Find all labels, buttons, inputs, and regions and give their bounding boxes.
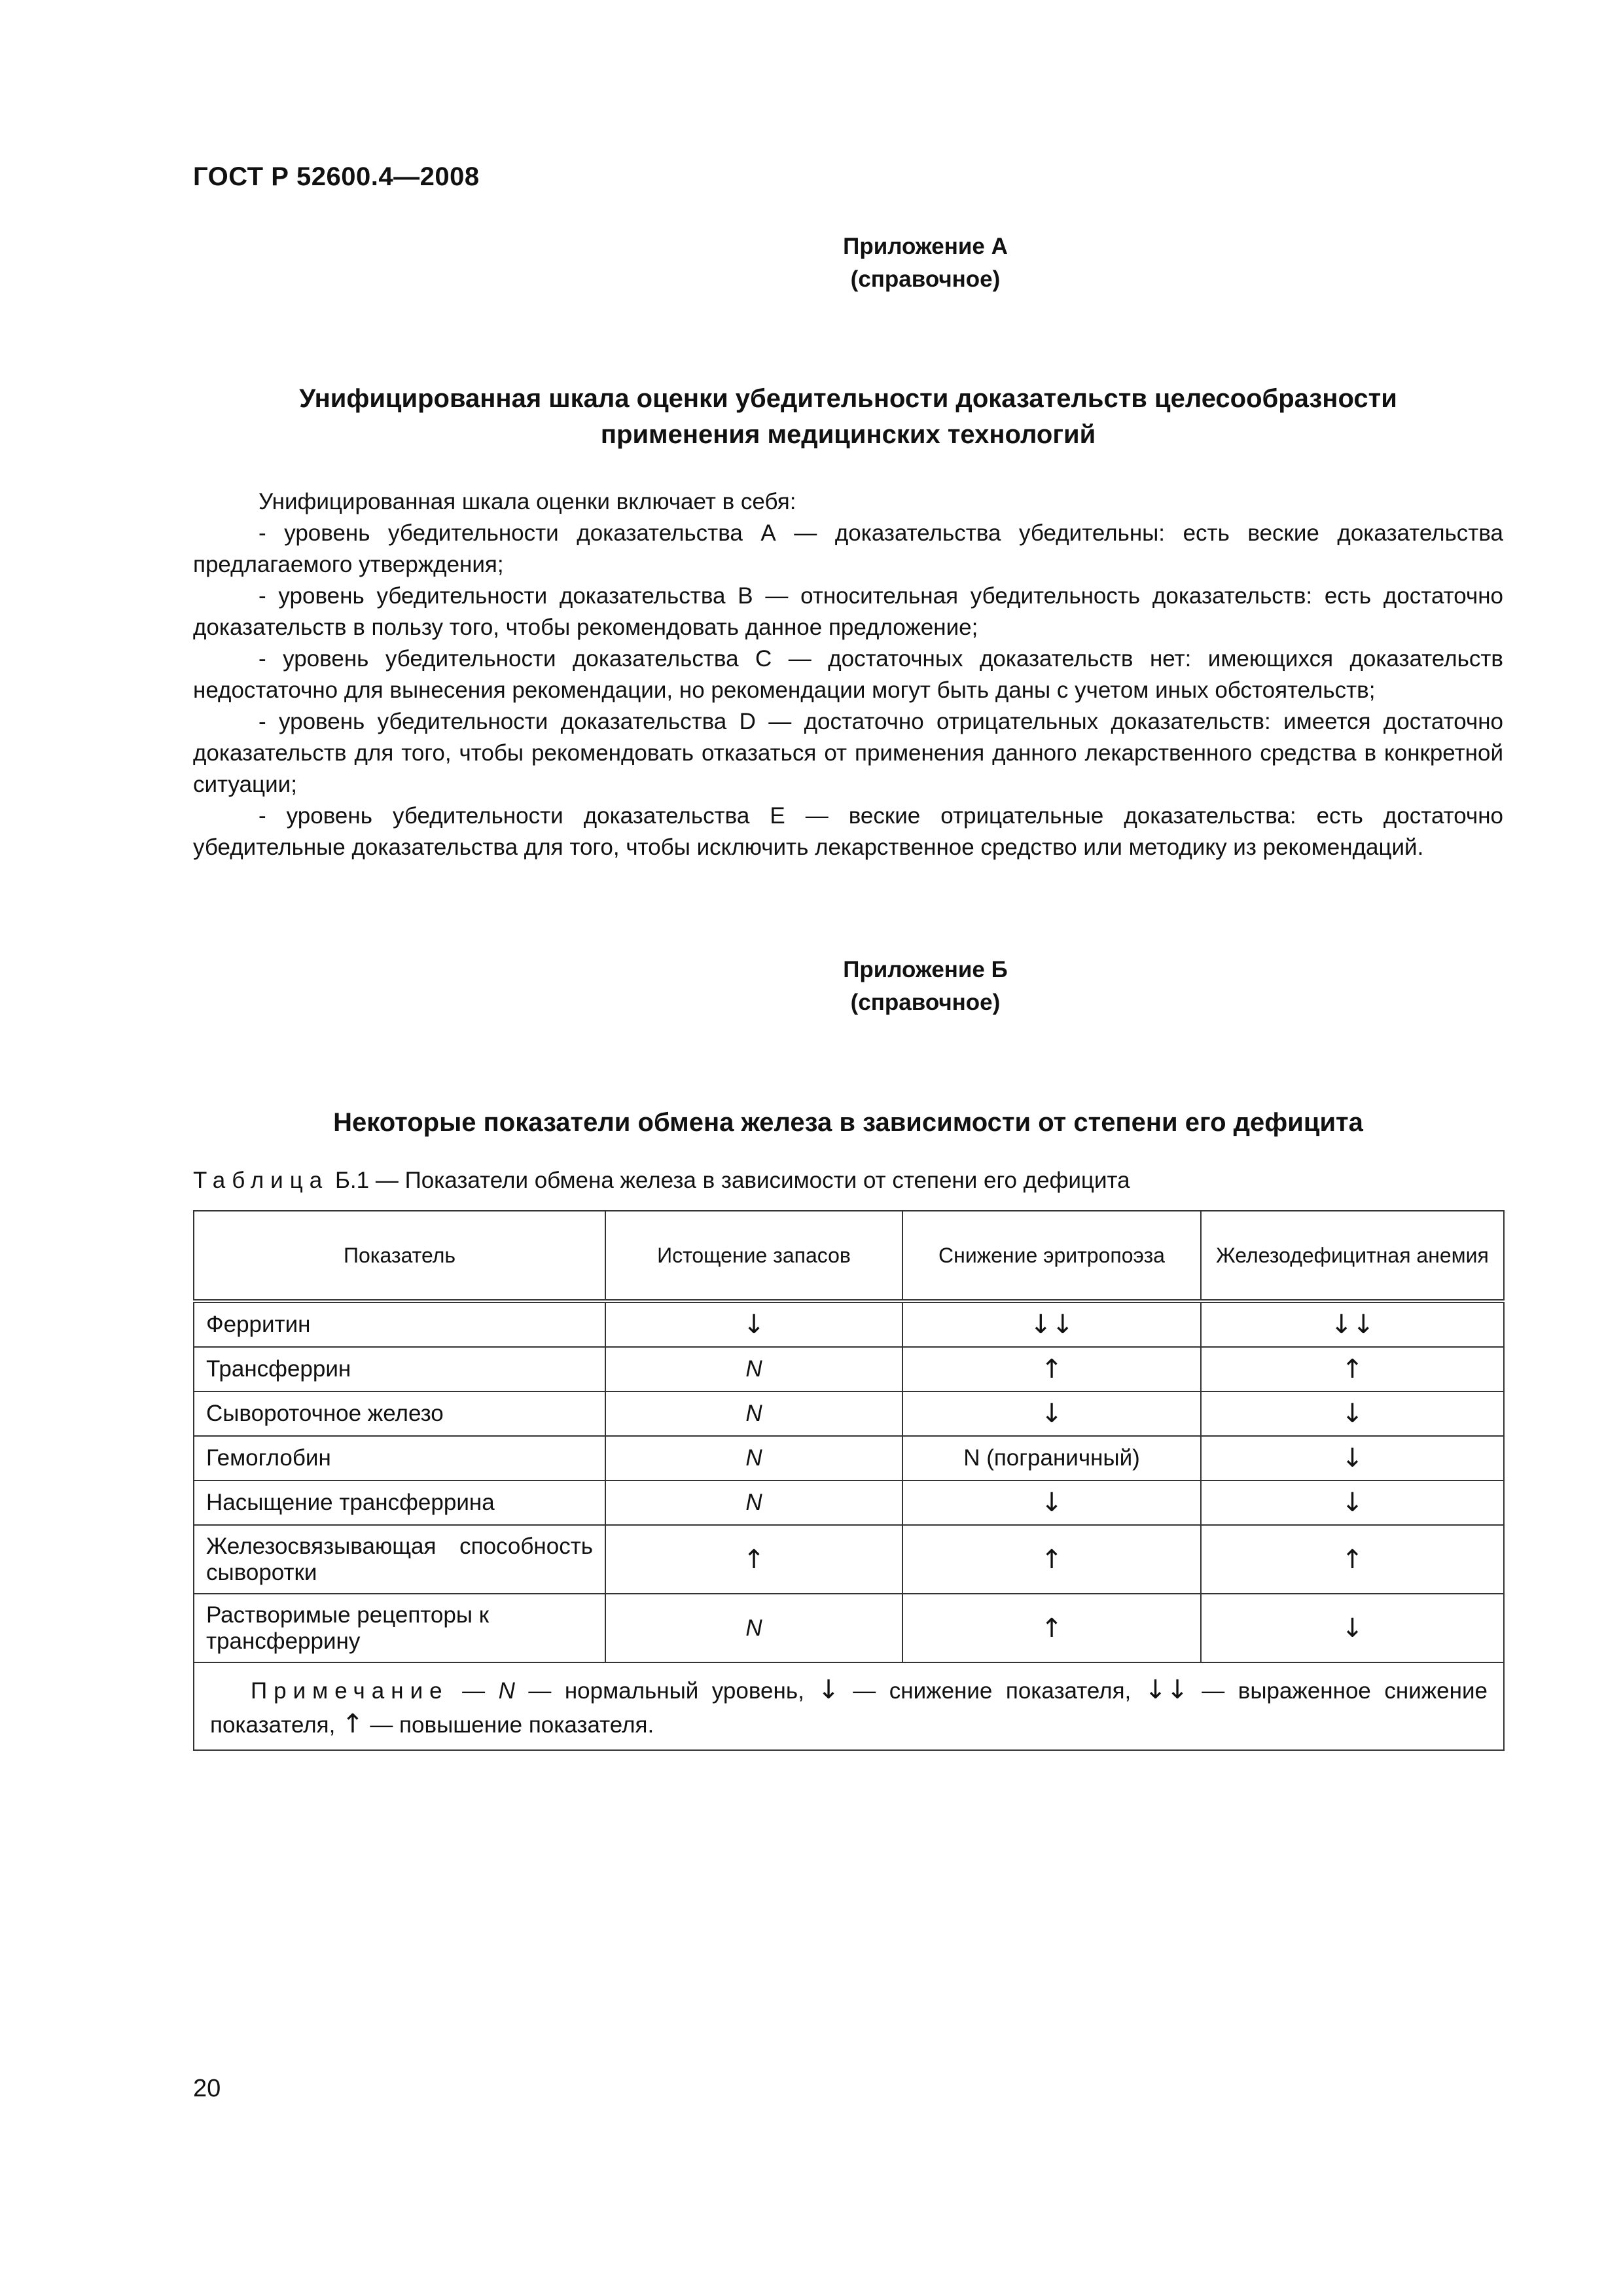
paragraph: - уровень убедительности доказательства С — достаточных доказательств нет: имеющихся доказательств недостаточно для вынесения рекомендации, но рекомендации могут быть даны с учетом иных обстоятельств; (193, 646, 1503, 703)
table-cell: ↓↓ (1201, 1301, 1504, 1347)
appendix-a-body (193, 486, 1503, 863)
table-caption-text: Б.1 — Показатели обмена железа в зависимости от степени его дефицита (329, 1168, 1130, 1193)
paragraph: - уровень убедительности доказательства А — доказательства убедительны: есть веские доказательства предлагаемого утверждения; (193, 520, 1503, 577)
appendix-a-title (193, 381, 1503, 453)
indicator-name: Железосвязывающая способность сыворотки (194, 1525, 605, 1594)
table-note (194, 1662, 1504, 1750)
page-number: 20 (193, 2075, 221, 2102)
note-text: — (448, 1678, 499, 1704)
table-cell: ↑ (605, 1525, 902, 1594)
table-cell: ↑ (902, 1525, 1201, 1594)
iron-metabolism-table (193, 1210, 1505, 1751)
paragraph: - уровень убедительности доказательства В — относительная убедительность доказательств: есть достаточно доказательств в пользу того, чтобы рекомендовать данное предложение; (193, 583, 1503, 640)
appendix-a-heading (654, 230, 1196, 296)
table-row (194, 1480, 1504, 1525)
table-cell: ↓ (1201, 1436, 1504, 1480)
note-text: — повышение показателя. (363, 1712, 654, 1738)
note-down-symbol: ↓ (817, 1675, 840, 1705)
note-up-symbol: ↑ (342, 1709, 364, 1739)
appendix-a-title-line1: Унифицированная шкала оценки убедительности доказательств целесообразности (299, 384, 1397, 413)
table-row (194, 1594, 1504, 1662)
note-text: — выраженное снижение показателя, (210, 1678, 1488, 1738)
table-cell: ↓ (902, 1391, 1201, 1436)
appendix-b-title: Некоторые показатели обмена железа в зависимости от степени его дефицита (333, 1108, 1363, 1137)
paragraph: - уровень убедительности доказательства D — достаточно отрицательных доказательств: имеется достаточно доказательств для того, чтобы рекомендовать отказаться от применения данного лекарственного средства в конкретной ситуации; (193, 709, 1503, 797)
table-cell: ↓↓ (902, 1301, 1201, 1347)
paragraph: Унифицированная шкала оценки включает в себя: (259, 489, 796, 514)
table-caption (193, 1168, 1130, 1194)
document-code: ГОСТ Р 52600.4—2008 (193, 162, 480, 191)
note-text: — снижение показателя, (839, 1678, 1145, 1704)
table-cell: N (605, 1436, 902, 1480)
table-note-row (194, 1662, 1504, 1750)
indicator-name: Гемоглобин (194, 1436, 605, 1480)
indicator-name: Растворимые рецепторы к трансферрину (194, 1594, 605, 1662)
table-cell: ↑ (902, 1594, 1201, 1662)
table-row (194, 1347, 1504, 1391)
appendix-b-label: Приложение Б (843, 957, 1008, 982)
table-cell: ↓ (1201, 1391, 1504, 1436)
table-cell: N (605, 1594, 902, 1662)
column-header: Железодефицитная анемия (1201, 1211, 1504, 1301)
indicator-name: Ферритин (194, 1301, 605, 1347)
column-header: Показатель (194, 1211, 605, 1301)
table-cell: ↓ (1201, 1480, 1504, 1525)
column-header: Снижение эритропоэза (902, 1211, 1201, 1301)
table-cell: ↓ (1201, 1594, 1504, 1662)
table-cell: N (пограничный) (902, 1436, 1201, 1480)
note-text: — нормальный уровень, (514, 1678, 818, 1704)
table-cell: N (605, 1480, 902, 1525)
note-double-down-symbol: ↓↓ (1144, 1675, 1188, 1705)
appendix-a-title-line2: применения медицинских технологий (600, 420, 1096, 449)
table-cell: ↓ (902, 1480, 1201, 1525)
table-cell: N (605, 1347, 902, 1391)
appendix-b-type: (справочное) (850, 990, 1001, 1015)
paragraph: - уровень убедительности доказательства Е — веские отрицательные доказательства: есть достаточно убедительные доказательства для того, чтобы исключить лекарственное средство или методику из рекомендаций. (193, 803, 1503, 860)
table-cell: ↑ (902, 1347, 1201, 1391)
table-cell: ↓ (605, 1301, 902, 1347)
indicator-name: Насыщение трансферрина (194, 1480, 605, 1525)
table-cell: N (605, 1391, 902, 1436)
table-row (194, 1301, 1504, 1347)
table-row (194, 1525, 1504, 1594)
appendix-a-type: (справочное) (850, 266, 1001, 292)
note-label: Примечание (251, 1678, 449, 1704)
table-row (194, 1391, 1504, 1436)
table-row (194, 1436, 1504, 1480)
indicator-name: Трансферрин (194, 1347, 605, 1391)
indicator-name: Сывороточное железо (194, 1391, 605, 1436)
table-cell: ↑ (1201, 1525, 1504, 1594)
table-cell: ↑ (1201, 1347, 1504, 1391)
appendix-a-label: Приложение А (843, 234, 1008, 259)
appendix-b-heading (654, 954, 1196, 1019)
table-caption-prefix: Таблица (193, 1168, 329, 1193)
note-n-symbol: N (498, 1678, 515, 1704)
column-header: Истощение запасов (605, 1211, 902, 1301)
table-header-row (194, 1211, 1504, 1301)
